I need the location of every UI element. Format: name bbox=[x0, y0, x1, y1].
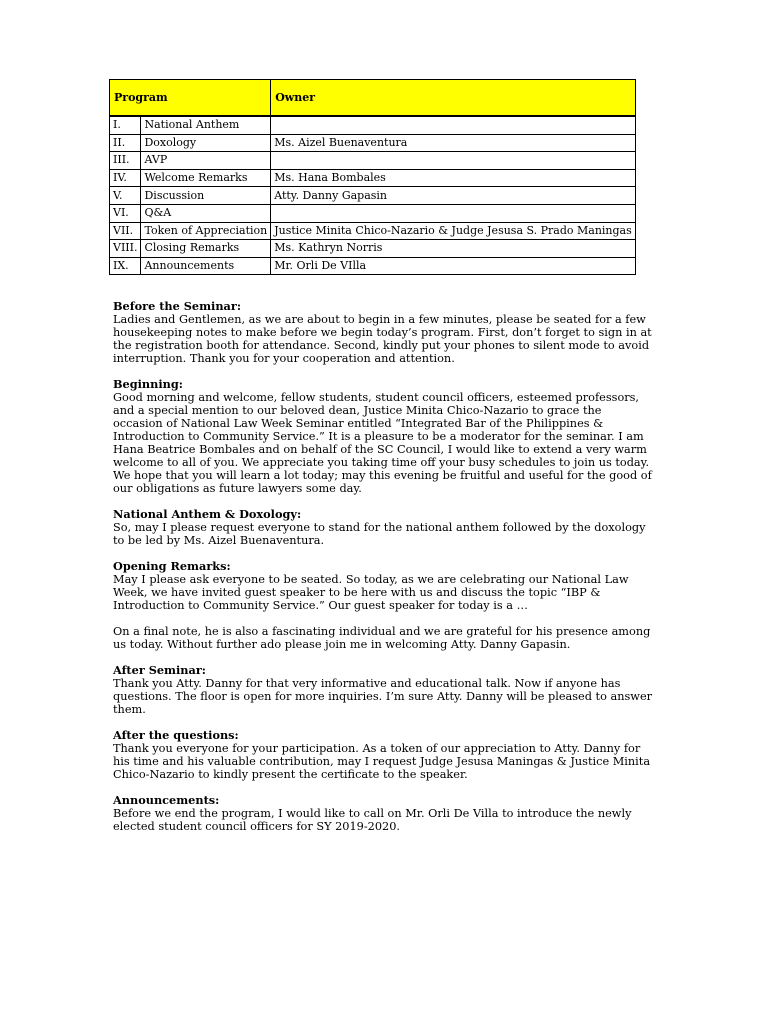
program-table bbox=[109, 79, 636, 275]
row-program: National Anthem bbox=[141, 116, 271, 134]
section-paragraph: Good morning and welcome, fellow students, student council officers, esteemed professors, and a special mention to our beloved dean, Justice Minita Chico-Nazario to grace the occasion of National Law Week Seminar entitled “Integrated Bar of the Philippines & Introduction to Community Service.” It is a pleasure to be a moderator for the seminar. I am Hana Beatrice Bombales and on behalf of the SC Council, I would like to extend a very warm welcome to all of you. We appreciate you taking time off your busy schedules to join us today. We hope that you will learn a lot today; may this evening be fruitful and useful for the good of our obligations as future lawyers some day. bbox=[113, 391, 652, 495]
section-heading: After Seminar: bbox=[113, 663, 206, 677]
row-program: Closing Remarks bbox=[141, 240, 271, 258]
table-row bbox=[110, 222, 636, 240]
table-row bbox=[110, 257, 636, 275]
row-program: Discussion bbox=[141, 187, 271, 205]
section-paragraph: Before we end the program, I would like to call on Mr. Orli De Villa to introduce the newly elected student council officers for SY 2019-2020. bbox=[113, 807, 632, 833]
row-number: VI. bbox=[110, 204, 141, 222]
row-owner bbox=[271, 152, 636, 170]
row-owner: Justice Minita Chico-Nazario & Judge Jesusa S. Prado Maningas bbox=[271, 222, 636, 240]
row-program: Welcome Remarks bbox=[141, 169, 271, 187]
row-program: Doxology bbox=[141, 134, 271, 152]
section-heading: Beginning: bbox=[113, 377, 183, 391]
row-owner: Atty. Danny Gapasin bbox=[271, 187, 636, 205]
row-number: IX. bbox=[110, 257, 141, 275]
row-number: V. bbox=[110, 187, 141, 205]
row-owner: Mr. Orli De VIlla bbox=[271, 257, 636, 275]
row-owner bbox=[271, 116, 636, 134]
section-heading: National Anthem & Doxology: bbox=[113, 507, 302, 521]
section-after-seminar bbox=[113, 664, 653, 716]
row-owner bbox=[271, 204, 636, 222]
row-number: III. bbox=[110, 152, 141, 170]
table-row bbox=[110, 204, 636, 222]
row-number: VII. bbox=[110, 222, 141, 240]
section-paragraph: Thank you Atty. Danny for that very informative and educational talk. Now if anyone has questions. The floor is open for more inquiries. I’m sure Atty. Danny will be pleased to answer them. bbox=[113, 677, 653, 716]
section-before-seminar bbox=[113, 300, 653, 365]
table-row bbox=[110, 169, 636, 187]
section-heading: Opening Remarks: bbox=[113, 559, 231, 573]
section-beginning bbox=[113, 378, 653, 495]
table-row bbox=[110, 240, 636, 258]
row-number: VIII. bbox=[110, 240, 141, 258]
section-anthem-doxology bbox=[113, 508, 653, 547]
section-paragraph: On a final note, he is also a fascinating individual and we are grateful for his presence among us today. Without further ado please join me in welcoming Atty. Danny Gapasin. bbox=[113, 625, 651, 651]
table-row bbox=[110, 134, 636, 152]
section-paragraph: Thank you everyone for your participation. As a token of our appreciation to Atty. Danny for his time and his valuable contribution, may I request Judge Jesusa Maningas & Justice Minita Chico-Nazario to kindly present the certificate to the speaker. bbox=[113, 742, 651, 781]
row-program: AVP bbox=[141, 152, 271, 170]
row-program: Announcements bbox=[141, 257, 271, 275]
row-number: I. bbox=[110, 116, 141, 134]
owner-header: Owner bbox=[271, 80, 636, 117]
table-row bbox=[110, 152, 636, 170]
script-body bbox=[113, 300, 653, 846]
row-number: II. bbox=[110, 134, 141, 152]
section-opening-remarks bbox=[113, 560, 653, 651]
section-heading: Announcements: bbox=[113, 793, 220, 807]
table-header-row bbox=[110, 80, 636, 117]
section-paragraph: May I please ask everyone to be seated. So today, as we are celebrating our National Law Week, we have invited guest speaker to be here with us and discuss the topic “IBP & Introduction to Community Service.” Our guest speaker for today is a … bbox=[113, 573, 629, 612]
row-program: Q&A bbox=[141, 204, 271, 222]
table-row bbox=[110, 187, 636, 205]
row-owner: Ms. Aizel Buenaventura bbox=[271, 134, 636, 152]
row-number: IV. bbox=[110, 169, 141, 187]
row-program: Token of Appreciation bbox=[141, 222, 271, 240]
program-header: Program bbox=[110, 80, 271, 117]
section-after-questions bbox=[113, 729, 653, 781]
section-paragraph: So, may I please request everyone to stand for the national anthem followed by the doxology to be led by Ms. Aizel Buenaventura. bbox=[113, 521, 646, 547]
row-owner: Ms. Kathryn Norris bbox=[271, 240, 636, 258]
table-row bbox=[110, 116, 636, 134]
section-paragraph: Ladies and Gentlemen, as we are about to begin in a few minutes, please be seated for a few housekeeping notes to make before we begin today’s program. First, don’t forget to sign in at the registration booth for attendance. Second, kindly put your phones to silent mode to avoid interruption. Thank you for your cooperation and attention. bbox=[113, 313, 652, 365]
section-heading: After the questions: bbox=[113, 728, 239, 742]
section-heading: Before the Seminar: bbox=[113, 299, 242, 313]
row-owner: Ms. Hana Bombales bbox=[271, 169, 636, 187]
section-announcements bbox=[113, 794, 653, 833]
